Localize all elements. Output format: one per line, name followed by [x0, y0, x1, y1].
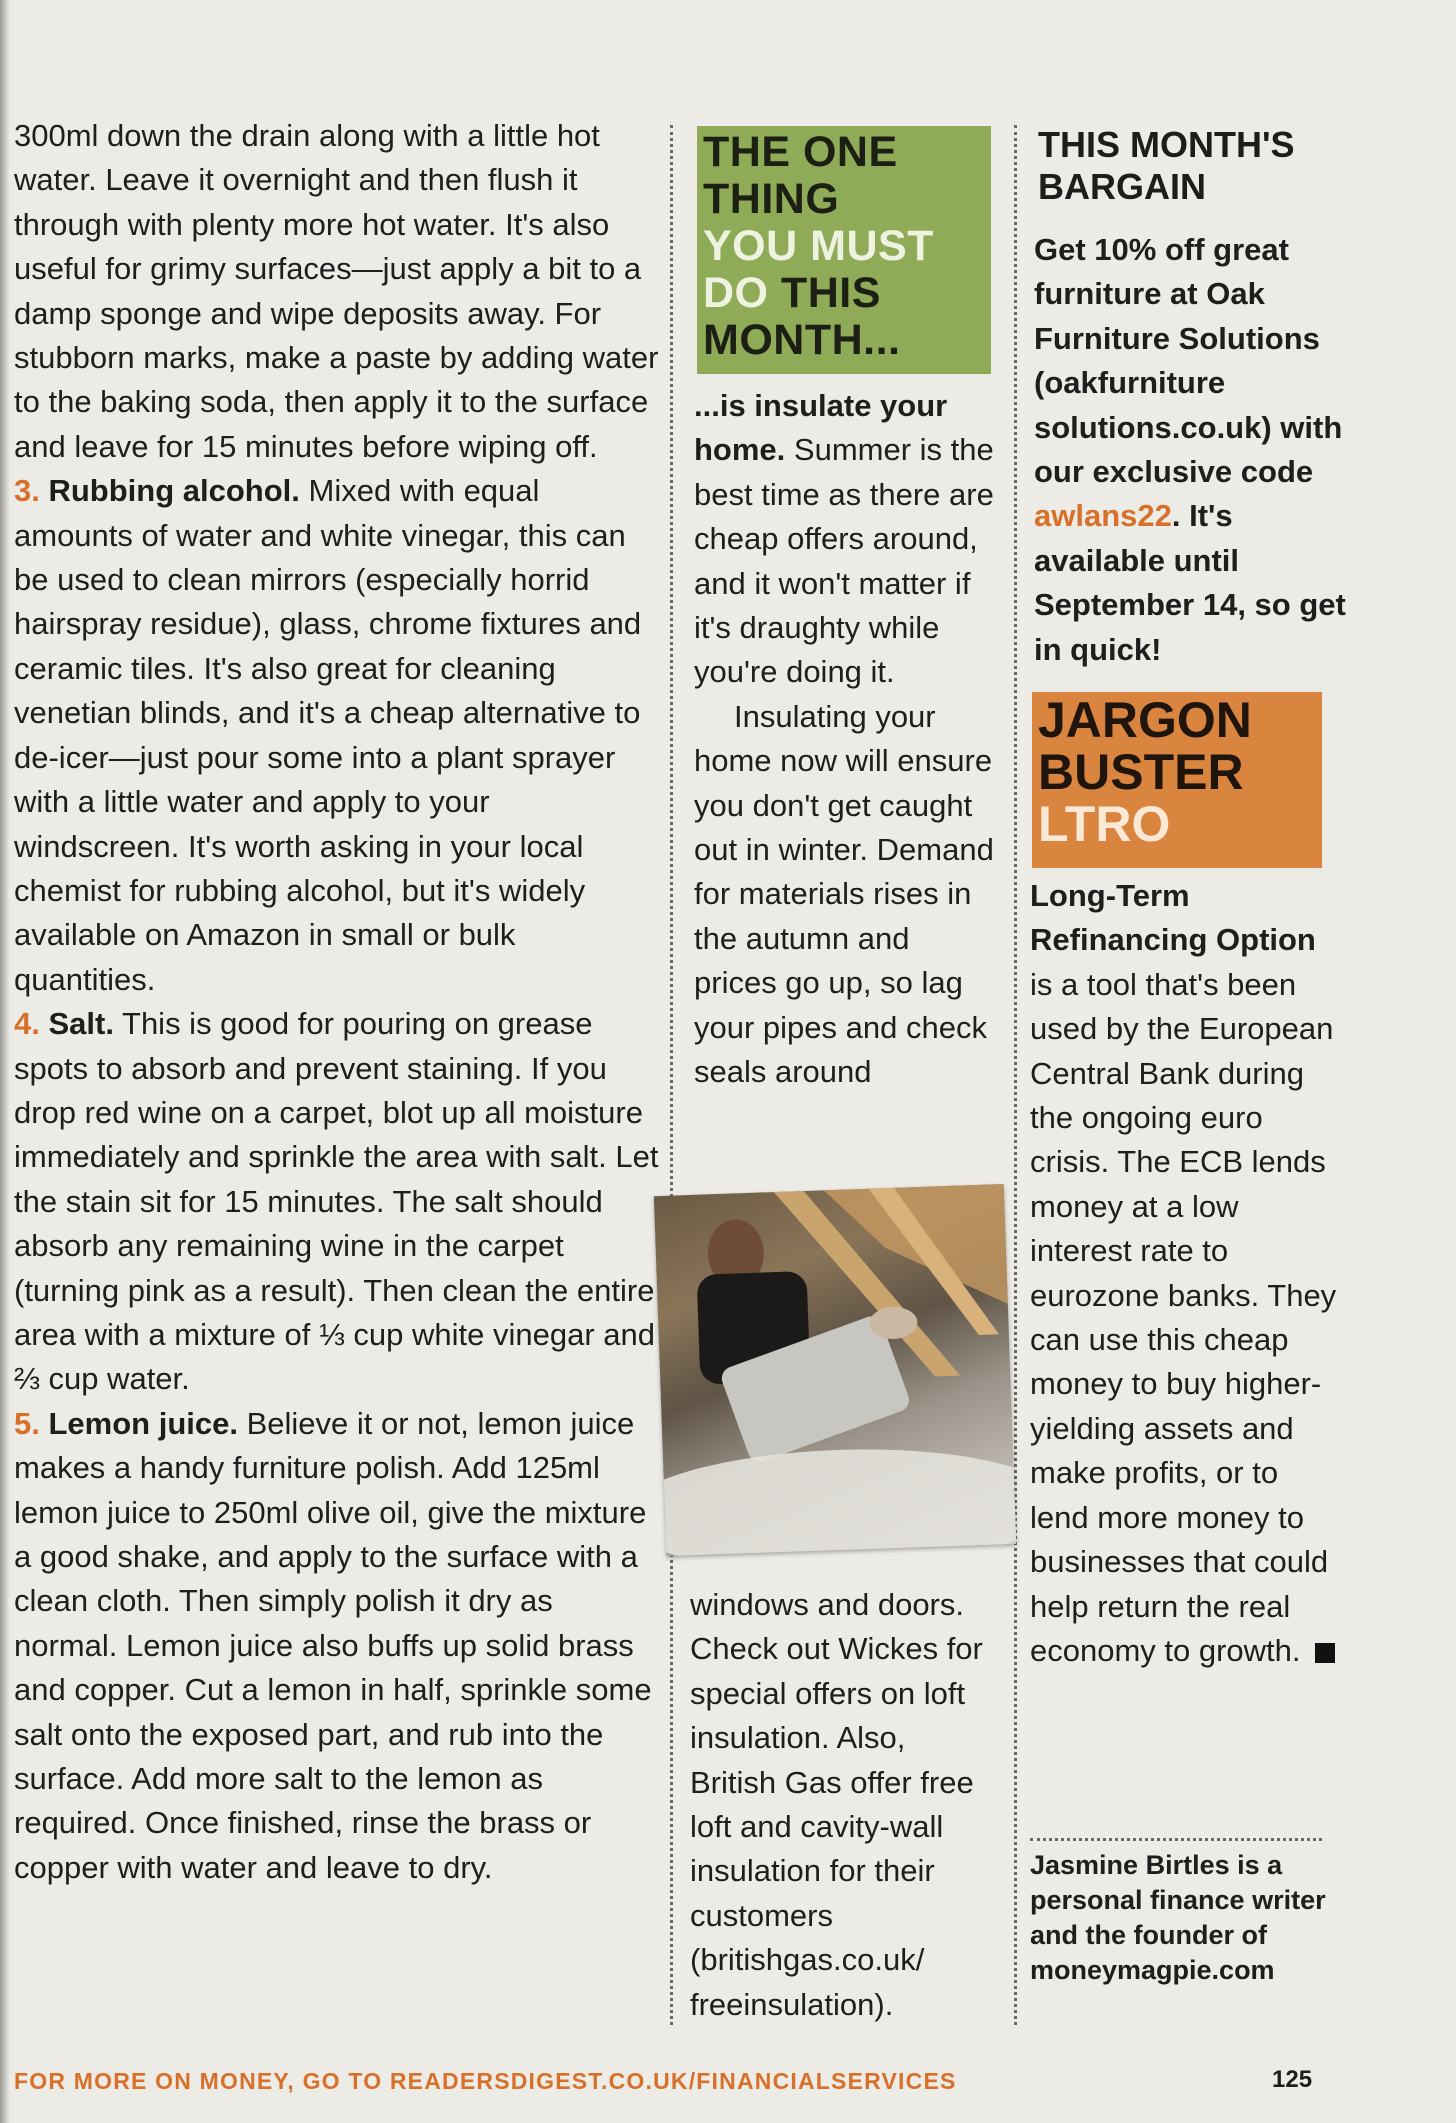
box-line: [703, 270, 985, 317]
list-item-salt: [14, 1002, 662, 1402]
bargain-title: THIS MONTH'S BARGAIN: [1038, 124, 1295, 207]
box-line: THING: [703, 175, 840, 223]
column-divider-2: [1014, 125, 1017, 2025]
jargon-term: Long-Term Refinancing Option: [1030, 878, 1316, 958]
author-separator: [1030, 1838, 1322, 1841]
jargon-buster-box: [1032, 692, 1322, 868]
item-title: Rubbing alcohol.: [48, 473, 300, 509]
box-line: BUSTER: [1038, 744, 1244, 800]
box-line: THE ONE: [703, 128, 898, 176]
footer-link-text: FOR MORE ON MONEY, GO TO READERSDIGEST.CO.UK/FINANCIALSERVICES: [14, 2068, 957, 2094]
lead-text: Summer is the best time as there are cheap offers around, and it won't matter if it's draughty while you're doing it.: [694, 432, 994, 690]
item-title: Lemon juice.: [48, 1405, 238, 1441]
list-item-lemon-juice: [14, 1402, 662, 1890]
item-number: 5.: [14, 1405, 40, 1441]
article-column-1: [14, 114, 662, 1890]
photo-illustration: [654, 1184, 1016, 1556]
box-line: JARGON: [1038, 692, 1252, 748]
item-title: Salt.: [48, 1006, 114, 1042]
paragraph-baking-soda: 300ml down the drain along with a little hot water. Leave it overnight and then flush it through with plenty more hot water. It's also useful for grimy surfaces—just apply a bit to a damp sponge and wipe deposits away. For stubborn marks, make a paste by adding water to the baking soda, then apply it to the surface and leave for 15 minutes before wiping off.: [14, 118, 659, 464]
bargain-text-part: . It's available until September 14, so get in quick!: [1034, 498, 1346, 667]
item-number: 4.: [14, 1006, 40, 1042]
item-text: Mixed with equal amounts of water and white vinegar, this can be used to clean mirrors (especially horrid hairspray residue), glass, chrome fixtures and ceramic tiles. It's also great for cleaning venetian blinds, and it's a cheap alternative to de-icer—just pour some into a plant sprayer with a little water and apply to your windscreen. It's worth asking in your local chemist for rubbing alcohol, but it's widely available on Amazon in small or bulk quantities.: [14, 473, 642, 997]
box-word: DO: [703, 269, 769, 317]
box-line: LTRO: [1038, 796, 1171, 852]
item-text: Believe it or not, lemon juice makes a handy furniture polish. Add 125ml lemon juice to 250ml olive oil, give the mixture a good shake, and apply to the surface with a clean cloth. Then simply polish it dry as normal. Lemon juice also buffs up solid brass and copper. Cut a lemon in half, sprinkle some salt onto the exposed part, and rub into the surface. Add more salt to the lemon as required. Once finished, rinse the brass or copper with water and leave to dry.: [14, 1405, 652, 1885]
lead-bold: ...is insulate your home.: [694, 388, 948, 468]
one-thing-box: [697, 126, 991, 374]
jargon-text: is a tool that's been used by the European Central Bank during the ongoing euro crisis. The ECB lends money at a low interest rate to eurozone banks. They can use this cheap money to buy higher-yielding assets and make profits, or to lend more money to businesses that could help return the real economy to growth.: [1030, 966, 1337, 1668]
author-bio: Jasmine Birtles is a personal finance writer and the founder of moneymagpie.com: [1030, 1850, 1326, 1985]
box-line: MONTH...: [703, 316, 901, 364]
column-divider-1: [670, 125, 673, 2025]
article-column-2: [694, 384, 994, 1095]
box-line: YOU MUST: [703, 222, 934, 270]
box-word: THIS: [768, 269, 881, 317]
paragraph-insulating: Insulating your home now will ensure you don't get caught out in winter. Demand for materials rises in the autumn and prices go up, so lag your pipes and check seals around: [694, 698, 994, 1090]
item-number: 3.: [14, 473, 40, 509]
lead-paragraph: [694, 384, 994, 695]
bargain-text-part: Get 10% off great furniture at Oak Furniture Solutions (oakfurniture solutions.co.uk) with our exclusive code: [1034, 232, 1343, 490]
end-mark-icon: [1315, 1643, 1335, 1663]
page-number: 125: [1272, 2066, 1313, 2093]
list-item-rubbing-alcohol: [14, 469, 662, 1002]
insulation-photo: [654, 1184, 1016, 1556]
bargain-text: [1034, 228, 1354, 672]
article-column-2-continued: windows and doors. Check out Wickes for special offers on loft insulation. Also, British Gas offer free loft and cavity-wall insulation for their customers (britishgas.co.uk/ freeinsulation).: [690, 1587, 983, 2022]
discount-code: awlans22: [1034, 498, 1172, 534]
page-gutter: [0, 0, 10, 2123]
item-text: This is good for pouring on grease spots to absorb and prevent staining. If you drop red wine on a carpet, blot up all moisture immediately and sprinkle the area with salt. Let the stain sit for 15 minutes. The salt should absorb any remaining wine in the carpet (turning pink as a result). Then clean the entire area with a mixture of ⅓ cup white vinegar and ⅔ cup water.: [14, 1006, 659, 1397]
jargon-definition: [1030, 874, 1340, 1673]
